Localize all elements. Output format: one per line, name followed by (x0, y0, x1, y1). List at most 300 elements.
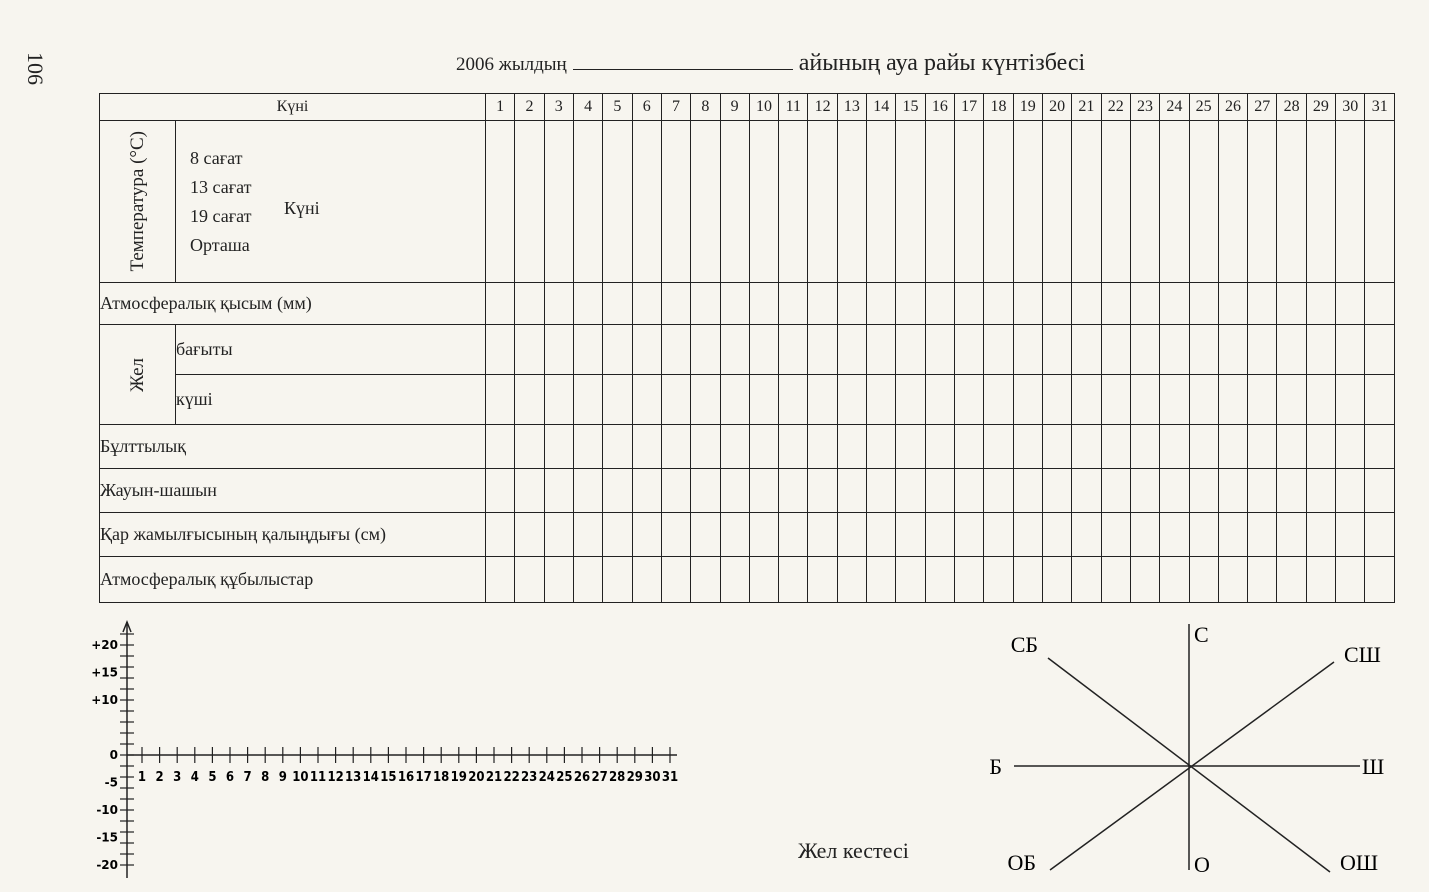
day-cell[interactable] (1013, 425, 1042, 469)
rose-label-n: С (1194, 622, 1209, 647)
day-cell[interactable] (515, 375, 544, 425)
day-cell[interactable] (1160, 513, 1189, 557)
day-cell[interactable] (1013, 121, 1042, 283)
day-cell[interactable] (691, 425, 720, 469)
y-tick-label: 0 (109, 748, 118, 762)
day-cell[interactable] (808, 283, 837, 325)
day-cell[interactable] (808, 513, 837, 557)
day-cell[interactable] (1365, 557, 1395, 603)
day-cell[interactable] (749, 425, 778, 469)
day-cell[interactable] (1189, 325, 1218, 375)
day-cell[interactable] (955, 557, 984, 603)
day-cell[interactable] (779, 557, 808, 603)
day-cell[interactable] (1160, 557, 1189, 603)
day-cell[interactable] (1306, 513, 1335, 557)
month-blank-field[interactable] (573, 53, 793, 70)
day-cell[interactable] (1101, 325, 1130, 375)
day-cell[interactable] (1101, 375, 1130, 425)
day-cell[interactable] (984, 469, 1013, 513)
day-cell[interactable] (1189, 513, 1218, 557)
day-header-20: 20 (1042, 94, 1071, 121)
day-header-7: 7 (661, 94, 690, 121)
x-tick-label: 26 (573, 770, 591, 785)
day-cell[interactable] (1101, 557, 1130, 603)
precipitation-row (100, 469, 1395, 513)
day-cell[interactable] (1306, 469, 1335, 513)
day-cell[interactable] (1072, 513, 1101, 557)
day-cell[interactable] (1130, 513, 1159, 557)
day-cell[interactable] (749, 469, 778, 513)
day-cell[interactable] (691, 325, 720, 375)
day-cell[interactable] (544, 325, 573, 375)
day-cell[interactable] (632, 325, 661, 375)
day-cell[interactable] (1218, 513, 1247, 557)
day-cell[interactable] (1306, 325, 1335, 375)
day-cell[interactable] (896, 513, 925, 557)
x-tick-label: 30 (644, 770, 661, 785)
day-cell[interactable] (837, 375, 866, 425)
day-cell[interactable] (720, 121, 749, 283)
day-cell[interactable] (1160, 469, 1189, 513)
x-tick-label: 29 (626, 770, 643, 785)
day-header-9: 9 (720, 94, 749, 121)
day-cell[interactable] (1306, 557, 1335, 603)
day-cell[interactable] (720, 425, 749, 469)
day-cell[interactable] (984, 425, 1013, 469)
x-tick-label: 7 (243, 770, 252, 785)
day-cell[interactable] (1072, 121, 1101, 283)
day-cell[interactable] (1042, 121, 1071, 283)
day-cell[interactable] (1336, 469, 1365, 513)
day-cell[interactable] (1336, 325, 1365, 375)
day-cell[interactable] (837, 513, 866, 557)
day-cell[interactable] (925, 557, 954, 603)
day-cell[interactable] (749, 557, 778, 603)
day-cell[interactable] (896, 425, 925, 469)
day-cell[interactable] (1277, 121, 1306, 283)
day-cell[interactable] (749, 325, 778, 375)
day-cell[interactable] (661, 469, 690, 513)
day-cell[interactable] (661, 425, 690, 469)
day-cell[interactable] (1248, 513, 1277, 557)
day-cell[interactable] (1248, 283, 1277, 325)
day-cell[interactable] (1013, 513, 1042, 557)
day-cell[interactable] (486, 425, 515, 469)
day-cell[interactable] (1042, 325, 1071, 375)
day-cell[interactable] (955, 513, 984, 557)
day-cell[interactable] (925, 513, 954, 557)
day-cell[interactable] (1365, 469, 1395, 513)
x-tick-label: 20 (468, 770, 485, 785)
day-cell[interactable] (1277, 425, 1306, 469)
day-cell[interactable] (544, 557, 573, 603)
day-cell[interactable] (573, 469, 602, 513)
day-cell[interactable] (779, 375, 808, 425)
x-tick-label: 21 (485, 770, 503, 785)
day-cell[interactable] (837, 469, 866, 513)
day-cell[interactable] (1160, 425, 1189, 469)
day-cell[interactable] (720, 283, 749, 325)
day-cell[interactable] (515, 425, 544, 469)
day-cell[interactable] (925, 121, 954, 283)
day-cell[interactable] (544, 121, 573, 283)
day-cell[interactable] (1277, 557, 1306, 603)
day-cell[interactable] (661, 283, 690, 325)
day-cell[interactable] (1189, 375, 1218, 425)
day-cell[interactable] (1336, 513, 1365, 557)
day-header-12: 12 (808, 94, 837, 121)
day-cell[interactable] (984, 283, 1013, 325)
day-cell[interactable] (1101, 425, 1130, 469)
day-cell[interactable] (1218, 283, 1247, 325)
day-cell[interactable] (691, 513, 720, 557)
snow-label: Қар жамылғысының қалыңдығы (см) (100, 513, 486, 557)
day-cell[interactable] (573, 557, 602, 603)
day-cell[interactable] (603, 283, 632, 325)
day-cell[interactable] (896, 121, 925, 283)
day-cell[interactable] (1072, 469, 1101, 513)
day-cell[interactable] (573, 513, 602, 557)
day-cell[interactable] (984, 557, 1013, 603)
day-cell[interactable] (1013, 557, 1042, 603)
day-cell[interactable] (720, 325, 749, 375)
day-cell[interactable] (603, 425, 632, 469)
day-cell[interactable] (632, 375, 661, 425)
day-header-16: 16 (925, 94, 954, 121)
day-cell[interactable] (808, 121, 837, 283)
day-cell[interactable] (925, 375, 954, 425)
day-cell[interactable] (1218, 425, 1247, 469)
day-cell[interactable] (808, 557, 837, 603)
day-cell[interactable] (925, 425, 954, 469)
day-cell[interactable] (925, 469, 954, 513)
day-cell[interactable] (1248, 325, 1277, 375)
day-cell[interactable] (661, 121, 690, 283)
day-cell[interactable] (1042, 469, 1071, 513)
day-cell[interactable] (691, 283, 720, 325)
day-cell[interactable] (1248, 121, 1277, 283)
weather-calendar-table (99, 93, 1395, 603)
day-cell[interactable] (544, 375, 573, 425)
day-cell[interactable] (896, 469, 925, 513)
x-tick-label: 15 (380, 770, 397, 785)
day-cell[interactable] (544, 513, 573, 557)
day-cell[interactable] (867, 557, 896, 603)
day-cell[interactable] (1101, 283, 1130, 325)
day-header-27: 27 (1248, 94, 1277, 121)
day-cell[interactable] (808, 325, 837, 375)
day-cell[interactable] (573, 121, 602, 283)
day-cell[interactable] (808, 469, 837, 513)
day-cell[interactable] (955, 121, 984, 283)
day-cell[interactable] (1218, 557, 1247, 603)
day-cell[interactable] (955, 375, 984, 425)
x-tick-label: 22 (503, 770, 520, 785)
y-tick-label: +20 (91, 638, 118, 652)
day-header-28: 28 (1277, 94, 1306, 121)
day-header-4: 4 (573, 94, 602, 121)
day-cell[interactable] (1160, 283, 1189, 325)
day-cell[interactable] (486, 121, 515, 283)
day-cell[interactable] (603, 325, 632, 375)
day-cell[interactable] (1336, 425, 1365, 469)
day-cell[interactable] (1160, 325, 1189, 375)
day-cell[interactable] (691, 121, 720, 283)
day-cell[interactable] (1189, 121, 1218, 283)
day-cell[interactable] (661, 557, 690, 603)
header-row (100, 94, 1395, 121)
day-cell[interactable] (486, 513, 515, 557)
day-cell[interactable] (603, 121, 632, 283)
time-average: Орташа (190, 234, 250, 255)
day-cell[interactable] (779, 325, 808, 375)
day-cell[interactable] (779, 283, 808, 325)
rose-label-w: Б (989, 754, 1002, 779)
day-cell[interactable] (1248, 375, 1277, 425)
x-tick-label: 23 (521, 770, 538, 785)
day-cell[interactable] (1277, 469, 1306, 513)
day-cell[interactable] (544, 469, 573, 513)
x-tick-label: 6 (225, 770, 235, 785)
day-cell[interactable] (691, 557, 720, 603)
day-cell[interactable] (1130, 557, 1159, 603)
y-tick-label: +10 (91, 693, 118, 707)
day-cell[interactable] (808, 425, 837, 469)
x-tick-label: 10 (292, 770, 309, 785)
day-cell[interactable] (1130, 375, 1159, 425)
day-cell[interactable] (1306, 121, 1335, 283)
day-header-18: 18 (984, 94, 1013, 121)
day-cell[interactable] (867, 325, 896, 375)
day-cell[interactable] (573, 283, 602, 325)
y-tick-label: -20 (96, 858, 118, 872)
day-cell[interactable] (661, 513, 690, 557)
day-cell[interactable] (1218, 469, 1247, 513)
day-cell[interactable] (1042, 375, 1071, 425)
day-cell[interactable] (515, 283, 544, 325)
day-cell[interactable] (749, 121, 778, 283)
day-cell[interactable] (544, 425, 573, 469)
day-cell[interactable] (837, 121, 866, 283)
day-cell[interactable] (1336, 375, 1365, 425)
day-header-6: 6 (632, 94, 661, 121)
day-cell[interactable] (720, 375, 749, 425)
day-cell[interactable] (1277, 283, 1306, 325)
rose-label-se: ОШ (1340, 850, 1379, 875)
day-cell[interactable] (1218, 325, 1247, 375)
day-cell[interactable] (1072, 283, 1101, 325)
phenomena-label: Атмосфералық құбылыстар (100, 557, 486, 603)
day-cell[interactable] (632, 121, 661, 283)
day-cell[interactable] (1365, 325, 1395, 375)
day-cell[interactable] (1306, 425, 1335, 469)
day-cell[interactable] (515, 513, 544, 557)
day-cell[interactable] (984, 121, 1013, 283)
day-cell[interactable] (486, 325, 515, 375)
day-cell[interactable] (867, 469, 896, 513)
day-cell[interactable] (779, 469, 808, 513)
day-cell[interactable] (925, 283, 954, 325)
day-cell[interactable] (573, 425, 602, 469)
day-cell[interactable] (1013, 325, 1042, 375)
day-cell[interactable] (1160, 121, 1189, 283)
day-cell[interactable] (1130, 325, 1159, 375)
day-cell[interactable] (808, 375, 837, 425)
day-header-24: 24 (1160, 94, 1189, 121)
day-cell[interactable] (573, 375, 602, 425)
day-cell[interactable] (1218, 121, 1247, 283)
day-cell[interactable] (837, 325, 866, 375)
day-cell[interactable] (1130, 425, 1159, 469)
day-cell[interactable] (1013, 283, 1042, 325)
day-cell[interactable] (1013, 469, 1042, 513)
day-cell[interactable] (1248, 557, 1277, 603)
day-cell[interactable] (1277, 375, 1306, 425)
day-cell[interactable] (1101, 469, 1130, 513)
day-cell[interactable] (1277, 513, 1306, 557)
day-cell[interactable] (632, 425, 661, 469)
rose-label-nw: СБ (1010, 632, 1038, 657)
pressure-row (100, 283, 1395, 325)
day-cell[interactable] (691, 375, 720, 425)
day-cell[interactable] (1218, 375, 1247, 425)
phenomena-row (100, 557, 1395, 603)
day-cell[interactable] (867, 513, 896, 557)
day-header-31: 31 (1365, 94, 1395, 121)
day-cell[interactable] (603, 513, 632, 557)
day-header-23: 23 (1130, 94, 1159, 121)
day-cell[interactable] (603, 469, 632, 513)
x-tick-label: 14 (362, 770, 379, 785)
day-cell[interactable] (984, 375, 1013, 425)
day-cell[interactable] (1336, 121, 1365, 283)
day-cell[interactable] (984, 513, 1013, 557)
day-cell[interactable] (896, 557, 925, 603)
day-cell[interactable] (896, 375, 925, 425)
x-tick-label: 28 (609, 770, 626, 785)
day-cell[interactable] (1277, 325, 1306, 375)
day-cell[interactable] (603, 557, 632, 603)
day-cell[interactable] (661, 325, 690, 375)
day-cell[interactable] (1072, 325, 1101, 375)
day-cell[interactable] (955, 425, 984, 469)
day-cell[interactable] (691, 469, 720, 513)
day-cell[interactable] (1130, 121, 1159, 283)
day-cell[interactable] (603, 375, 632, 425)
day-cell[interactable] (1189, 283, 1218, 325)
day-cell[interactable] (573, 325, 602, 375)
day-cell[interactable] (1072, 375, 1101, 425)
day-cell[interactable] (632, 513, 661, 557)
day-cell[interactable] (955, 469, 984, 513)
day-cell[interactable] (749, 375, 778, 425)
day-cell[interactable] (1336, 283, 1365, 325)
day-cell[interactable] (1248, 469, 1277, 513)
day-cell[interactable] (749, 283, 778, 325)
day-cell[interactable] (779, 121, 808, 283)
day-cell[interactable] (486, 375, 515, 425)
day-cell[interactable] (1189, 425, 1218, 469)
day-cell[interactable] (486, 557, 515, 603)
day-cell[interactable] (632, 557, 661, 603)
day-cell[interactable] (1365, 283, 1395, 325)
day-cell[interactable] (896, 283, 925, 325)
day-cell[interactable] (867, 283, 896, 325)
day-header-29: 29 (1306, 94, 1335, 121)
day-cell[interactable] (1042, 513, 1071, 557)
day-cell[interactable] (984, 325, 1013, 375)
day-cell[interactable] (867, 375, 896, 425)
day-cell[interactable] (1365, 121, 1395, 283)
day-cell[interactable] (1336, 557, 1365, 603)
day-cell[interactable] (1130, 469, 1159, 513)
day-cell[interactable] (1042, 283, 1071, 325)
day-cell[interactable] (1101, 121, 1130, 283)
day-cell[interactable] (544, 283, 573, 325)
day-cell[interactable] (1189, 469, 1218, 513)
day-cell[interactable] (837, 283, 866, 325)
day-cell[interactable] (955, 325, 984, 375)
day-cell[interactable] (486, 469, 515, 513)
day-cell[interactable] (1042, 557, 1071, 603)
cloudiness-row (100, 425, 1395, 469)
day-cell[interactable] (720, 469, 749, 513)
day-cell[interactable] (867, 425, 896, 469)
time-19: 19 сағат (190, 205, 252, 226)
day-header-1: 1 (486, 94, 515, 121)
day-cell[interactable] (632, 283, 661, 325)
day-cell[interactable] (515, 557, 544, 603)
day-cell[interactable] (1072, 557, 1101, 603)
day-cell[interactable] (1042, 425, 1071, 469)
day-cell[interactable] (632, 469, 661, 513)
day-header-15: 15 (896, 94, 925, 121)
day-cell[interactable] (1013, 375, 1042, 425)
day-cell[interactable] (925, 325, 954, 375)
y-tick-label: +15 (91, 665, 118, 680)
pressure-label: Атмосфералық қысым (мм) (100, 283, 486, 325)
day-cell[interactable] (1365, 513, 1395, 557)
day-cell[interactable] (1189, 557, 1218, 603)
day-cell[interactable] (720, 513, 749, 557)
day-cell[interactable] (486, 283, 515, 325)
day-cell[interactable] (1072, 425, 1101, 469)
day-cell[interactable] (1306, 375, 1335, 425)
day-cell[interactable] (1160, 375, 1189, 425)
day-cell[interactable] (1365, 375, 1395, 425)
day-cell[interactable] (515, 121, 544, 283)
day-cell[interactable] (515, 325, 544, 375)
day-cell[interactable] (896, 325, 925, 375)
x-tick-label: 2 (155, 770, 164, 785)
day-cell[interactable] (661, 375, 690, 425)
day-cell[interactable] (515, 469, 544, 513)
day-cell[interactable] (1101, 513, 1130, 557)
day-cell[interactable] (867, 121, 896, 283)
day-cell[interactable] (720, 557, 749, 603)
day-cell[interactable] (779, 513, 808, 557)
day-cell[interactable] (955, 283, 984, 325)
day-cell[interactable] (749, 513, 778, 557)
day-cell[interactable] (1248, 425, 1277, 469)
day-cell[interactable] (1306, 283, 1335, 325)
day-cell[interactable] (837, 557, 866, 603)
day-cell[interactable] (779, 425, 808, 469)
day-cell[interactable] (1130, 283, 1159, 325)
day-cell[interactable] (1365, 425, 1395, 469)
day-cell[interactable] (837, 425, 866, 469)
day-header-10: 10 (749, 94, 778, 121)
